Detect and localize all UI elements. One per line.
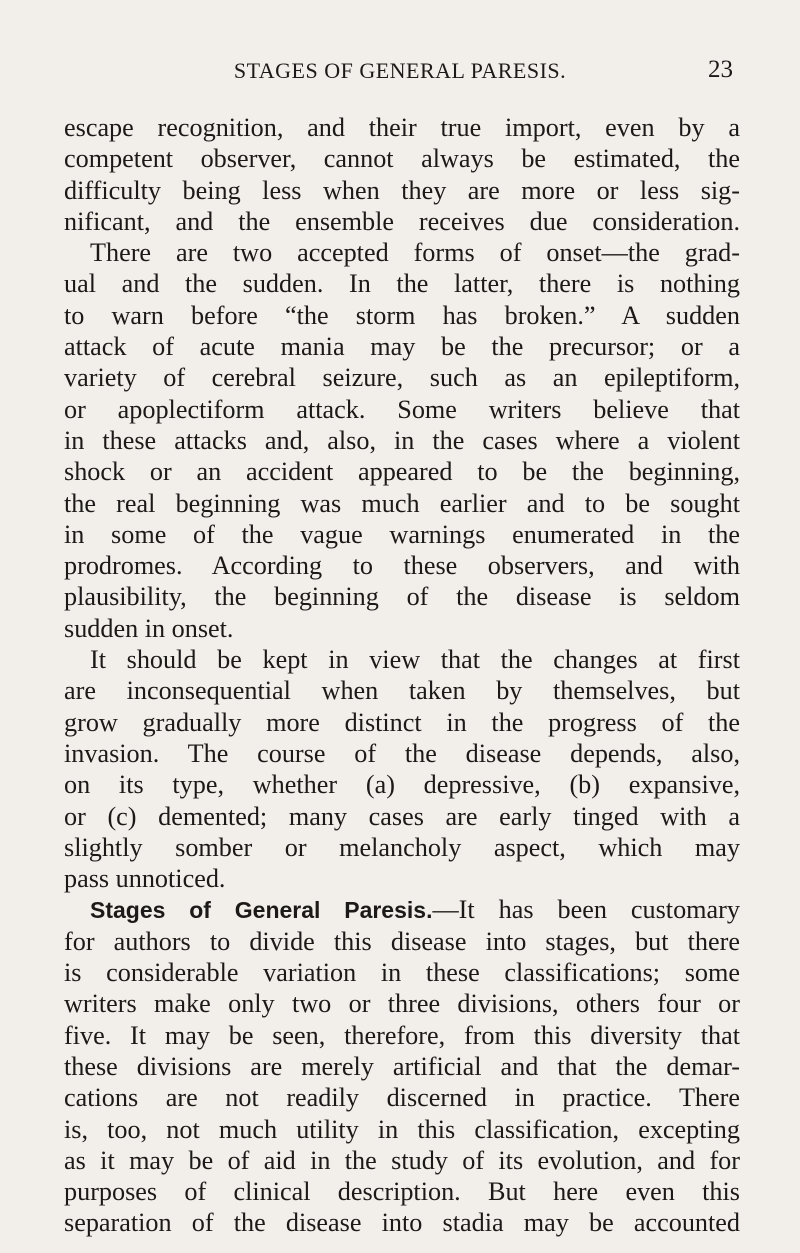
text-line: shock or an accident appeared to be the beginning, [64,457,740,487]
text-line: There are two accepted forms of onset—the grad- [90,238,740,268]
text-line: attack of acute mania may be the precursor; or a [64,332,740,362]
text-line: is considerable variation in these classifications; some [64,958,740,988]
text-line: is, too, not much utility in this classification, excepting [64,1114,740,1144]
paragraph-3 [64,644,740,894]
text-line: difficulty being less when they are more or less sig- [64,175,740,205]
text-line: to warn before “the storm has broken.” A sudden [64,300,740,330]
text-line: It should be kept in view that the changes at first [90,645,740,675]
section-heading: Stages of General Paresis. [90,897,433,924]
text-line: as it may be of aid in the study of its evolution, and for [64,1145,740,1175]
text-line: sudden in onset. [64,613,234,643]
text-line: the real beginning was much earlier and to be sought [64,488,740,518]
text-line: plausibility, the beginning of the disease is seldom [64,582,740,612]
text-line: these divisions are merely artificial and that the demar- [64,1051,740,1081]
text-line: or apoplectiform attack. Some writers believe that [64,394,740,424]
text-line: pass unnoticed. [64,864,226,894]
paragraph-2 [64,237,740,644]
text-line: or (c) demented; many cases are early tinged with a [64,801,740,831]
text-line: for authors to divide this disease into stages, but there [64,926,740,956]
text-line: are inconsequential when taken by themselves, but [64,676,740,706]
paragraph-4 [64,894,740,1238]
text-line: five. It may be seen, therefore, from this diversity that [64,1020,740,1050]
text-line: on its type, whether (a) depressive, (b) expansive, [64,770,740,800]
text-line: grow gradually more distinct in the progress of the [64,707,740,737]
text-line: separation of the disease into stadia may be accounted [64,1208,740,1238]
text-run: —It has been customary [432,895,740,925]
running-title: STAGES OF GENERAL PARESIS. [233,58,567,83]
text-line: in some of the vague warnings enumerated in the [64,519,740,549]
paragraph-1 [64,112,740,237]
text-line [64,894,740,925]
body-text [64,112,740,1239]
text-line: invasion. The course of the disease depends, also, [64,738,740,768]
text-line: cations are not readily discerned in practice. There [64,1083,740,1113]
text-line: escape recognition, and their true import, even by a [64,113,740,142]
text-line: nificant, and the ensemble receives due consideration. [64,206,740,236]
text-line: competent observer, cannot always be estimated, the [64,144,740,174]
text-line: writers make only two or three divisions, others four or [64,989,740,1019]
text-line: ual and the sudden. In the latter, there is nothing [64,269,740,299]
text-line: prodromes. According to these observers, and with [64,551,740,581]
text-line: variety of cerebral seizure, such as an epileptiform, [64,363,740,393]
text-line: slightly somber or melancholy aspect, which may [64,832,740,862]
text-line: purposes of clinical description. But here even this [64,1177,740,1207]
text-line: in these attacks and, also, in the cases where a violent [64,425,740,455]
page-number: 23 [708,56,733,83]
